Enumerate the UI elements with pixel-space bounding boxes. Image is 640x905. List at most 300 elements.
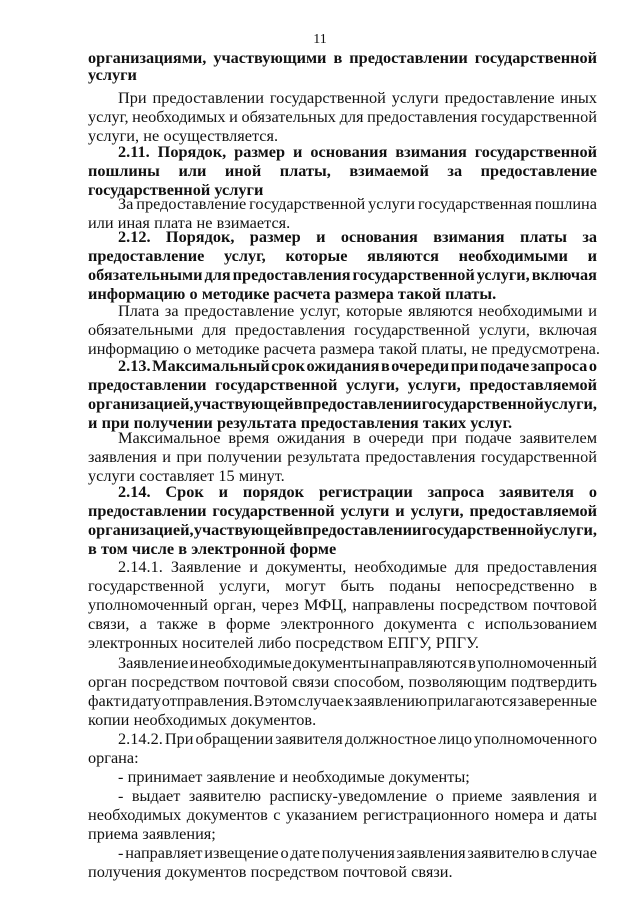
word: уполномоченного	[474, 729, 597, 748]
text-line	[0, 227, 640, 247]
word: при	[450, 356, 479, 375]
word: услуг,	[223, 246, 266, 265]
word: и	[218, 482, 229, 501]
word: электронных	[88, 633, 178, 652]
word: предоставлении	[302, 394, 422, 413]
word: предоставляемой	[469, 375, 597, 394]
word: могут	[285, 576, 326, 595]
word: услуги	[88, 65, 137, 84]
word: услуги,	[478, 320, 530, 339]
word: связи,	[88, 614, 130, 633]
word: не	[471, 339, 488, 358]
word: услуги	[88, 466, 136, 485]
word: и	[249, 557, 258, 576]
word: иная	[117, 213, 150, 232]
word: пошлина	[534, 194, 597, 213]
text-line	[0, 614, 640, 634]
word: получении	[207, 447, 282, 466]
word: участвующими	[213, 48, 327, 67]
text-line	[0, 356, 640, 376]
word: которые	[346, 301, 403, 320]
word: для	[339, 107, 364, 126]
word: о	[183, 339, 192, 358]
word: предоставления	[300, 413, 419, 432]
word: услуги,	[544, 520, 597, 539]
word: ожидания	[277, 428, 346, 447]
word: заверенные	[517, 691, 597, 710]
word: уполномоченный	[88, 595, 208, 614]
word: 2.14.2.	[118, 729, 163, 748]
word: в	[541, 843, 550, 862]
word: РПГУ.	[435, 633, 479, 652]
word: платы.	[445, 284, 497, 303]
word: -	[118, 767, 124, 786]
word: посредством	[439, 595, 528, 614]
word: заявления	[510, 786, 580, 805]
word: При	[118, 88, 147, 107]
word: лицо	[438, 729, 473, 748]
word: документов.	[231, 710, 317, 729]
word: предоставление	[184, 301, 295, 320]
word: Максимальное	[118, 428, 221, 447]
word: государственной	[249, 194, 366, 213]
text-line	[0, 482, 640, 502]
word: не	[143, 126, 160, 145]
word: организацией,	[88, 394, 194, 413]
text-line	[0, 161, 640, 181]
text-line	[0, 786, 640, 806]
word: За	[118, 194, 134, 213]
word: услуг,	[88, 107, 129, 126]
text-line	[0, 428, 640, 448]
word: обязательными	[88, 265, 203, 284]
word: электронного	[280, 614, 374, 633]
word: почтовой	[532, 595, 597, 614]
word: очереди	[368, 428, 424, 447]
text-line	[0, 501, 640, 521]
word: Заявление	[118, 653, 189, 672]
word: и	[549, 805, 559, 824]
word: предоставления	[367, 107, 478, 126]
word: осуществляется.	[163, 126, 279, 145]
word: запроса	[427, 482, 485, 501]
word: 15	[218, 466, 235, 485]
word: через	[261, 595, 299, 614]
word: государственной	[215, 375, 338, 394]
word: и	[162, 447, 171, 466]
word: в	[468, 653, 476, 672]
word: необходимых	[132, 107, 226, 126]
word: предоставление	[88, 246, 205, 265]
word: государственной	[352, 265, 475, 284]
word: направлены	[352, 595, 435, 614]
text-line	[0, 447, 640, 467]
word: основания	[310, 142, 388, 161]
word: случае	[297, 691, 345, 710]
word: не	[196, 213, 213, 232]
word: необходимыми	[478, 301, 583, 320]
word: и	[88, 413, 98, 432]
word: для	[454, 557, 479, 576]
word: этом	[265, 691, 298, 710]
word: быть	[340, 576, 375, 595]
word: в	[589, 576, 597, 595]
word: поданы	[389, 576, 441, 595]
word: обращении	[195, 729, 274, 748]
word: 2.12.	[118, 227, 151, 246]
word: плата	[154, 213, 193, 232]
word: включая	[531, 265, 597, 284]
word: организациями,	[88, 48, 207, 67]
word: посредством	[295, 633, 384, 652]
word: подаче	[479, 356, 530, 375]
text-line	[0, 520, 640, 540]
word: заявления	[396, 843, 466, 862]
text-line	[0, 805, 640, 825]
word: предоставление	[480, 161, 597, 180]
text-line	[0, 194, 640, 214]
word: размер	[249, 227, 301, 246]
word: при	[176, 447, 202, 466]
word: а	[139, 614, 147, 633]
text-line	[0, 394, 640, 414]
word: и	[316, 227, 326, 246]
word: в	[380, 356, 390, 375]
word: непосредственно	[455, 576, 575, 595]
word: Порядок,	[157, 142, 227, 161]
word: порядок	[242, 482, 305, 501]
word: за	[447, 161, 463, 180]
text-line	[0, 265, 640, 285]
word: документы	[292, 653, 370, 672]
word: при	[101, 413, 130, 432]
word: расчета	[273, 284, 331, 303]
word: информацию	[88, 284, 186, 303]
word: даты	[563, 805, 597, 824]
word: и	[395, 501, 405, 520]
word: государственная	[418, 194, 532, 213]
word: платы,	[279, 161, 331, 180]
word: Заявление	[170, 557, 242, 576]
text-line	[0, 729, 640, 749]
text-line	[0, 691, 640, 711]
word: Максимальный	[152, 356, 270, 375]
text-line	[0, 142, 640, 162]
word: органа:	[88, 748, 139, 767]
word: дату	[130, 691, 162, 710]
word: являются	[408, 301, 473, 320]
word: ЕПГУ,	[387, 633, 432, 652]
text-line	[0, 557, 640, 577]
word: методике	[201, 284, 270, 303]
word: приеме	[452, 786, 503, 805]
word: заявление	[206, 767, 276, 786]
text-line	[0, 539, 640, 559]
text-line	[0, 633, 640, 653]
text-line	[0, 375, 640, 395]
word: взимания	[433, 227, 505, 246]
word: размера	[334, 284, 394, 303]
word: минут.	[238, 466, 285, 485]
word: Срок	[165, 482, 204, 501]
word: услуги	[340, 501, 390, 520]
word: услуги,	[346, 375, 400, 394]
text-line	[0, 824, 640, 844]
word: включая	[538, 320, 597, 339]
word: предоставлении	[302, 520, 422, 539]
word: иной	[224, 161, 262, 180]
word: государственной	[88, 180, 211, 199]
word: документов	[165, 862, 247, 881]
word: При	[164, 729, 194, 748]
word: за	[582, 227, 597, 246]
word: методике	[195, 339, 260, 358]
word: позволяющим	[408, 672, 507, 691]
word: предоставление	[136, 194, 247, 213]
text-line	[0, 595, 640, 615]
word: такой	[378, 339, 418, 358]
word: государственной	[474, 142, 597, 161]
word: при	[431, 428, 458, 447]
word: заявителю	[467, 843, 540, 862]
word: к	[344, 691, 353, 710]
word: электронной	[191, 539, 286, 558]
word: в	[178, 539, 188, 558]
word: предоставления	[486, 557, 597, 576]
word: -	[118, 786, 124, 805]
word: время	[228, 428, 270, 447]
word: получении	[133, 413, 213, 432]
word: форме	[226, 614, 271, 633]
word: Плата	[118, 301, 160, 320]
word: государственной	[212, 501, 335, 520]
word: размера	[320, 339, 375, 358]
word: государственной	[421, 520, 544, 539]
word: основания	[340, 227, 418, 246]
word: предоставлении	[349, 48, 468, 67]
word: предоставлении	[152, 88, 264, 107]
word: предоставлении	[88, 375, 207, 394]
word: обязательных	[241, 107, 336, 126]
word: обязательными	[88, 320, 194, 339]
word: предоставляемой	[469, 501, 597, 520]
word: такой	[397, 284, 441, 303]
word: с	[467, 614, 475, 633]
text-line	[0, 767, 640, 787]
text-line	[0, 710, 640, 730]
word: документа	[384, 614, 457, 633]
word: участвующей	[193, 520, 294, 539]
word: для	[202, 320, 227, 339]
word: организацией,	[88, 520, 194, 539]
text-line	[0, 88, 640, 108]
word: таких	[422, 413, 467, 432]
word: услуг,	[299, 301, 341, 320]
word: дате	[290, 843, 320, 862]
word: в	[88, 539, 97, 558]
word: почтовой	[223, 672, 288, 691]
word: способом,	[333, 672, 405, 691]
word: прилагаются	[427, 691, 517, 710]
word: заявителю	[188, 786, 261, 805]
word: заявителя	[275, 729, 343, 748]
word: государственной	[474, 48, 597, 67]
text-line	[0, 246, 640, 266]
word: необходимых	[88, 805, 182, 824]
word: использованием	[484, 614, 597, 633]
word: о	[588, 482, 597, 501]
word: государственной	[353, 320, 471, 339]
word: либо	[257, 633, 292, 652]
text-line	[0, 320, 640, 340]
word: выдает	[131, 786, 181, 805]
text-line	[0, 672, 640, 692]
word: уполномоченный	[477, 653, 597, 672]
word: за	[164, 301, 179, 320]
word: посредством	[131, 672, 220, 691]
text-line	[0, 748, 640, 768]
word: извещение	[204, 843, 279, 862]
word: о	[280, 843, 289, 862]
text-line	[0, 65, 640, 85]
word: предоставления	[234, 320, 346, 339]
word: предоставление	[444, 88, 555, 107]
word: взимается.	[216, 213, 291, 232]
text-line	[0, 653, 640, 673]
word: услуги	[391, 88, 439, 107]
page-number: 11	[313, 32, 327, 47]
word: взимаемой	[349, 161, 429, 180]
word: носителей	[182, 633, 254, 652]
word: платы,	[421, 339, 468, 358]
word: числе	[131, 539, 175, 558]
word: услуги	[214, 180, 264, 199]
word: связи	[292, 672, 330, 691]
word: заявления	[88, 447, 157, 466]
word: о	[588, 356, 597, 375]
word: заявления;	[142, 824, 216, 843]
word: орган,	[213, 595, 257, 614]
word: государственной	[480, 107, 597, 126]
word: 2.14.	[118, 482, 151, 501]
word: очереди	[391, 356, 450, 375]
word: для	[204, 265, 231, 284]
word: услуги,	[544, 394, 597, 413]
word: случае	[550, 843, 597, 862]
word: платы	[519, 227, 567, 246]
word: факт	[88, 691, 121, 710]
text-line	[0, 576, 640, 596]
word: документов	[186, 805, 268, 824]
word: подаче	[464, 428, 512, 447]
word: необходимых	[133, 710, 227, 729]
word: результата	[216, 413, 297, 432]
text-line	[0, 862, 640, 882]
word: о	[435, 786, 444, 805]
word: направляет	[125, 843, 203, 862]
word: должностное	[344, 729, 437, 748]
word: регистрации	[318, 482, 413, 501]
word: или	[88, 213, 114, 232]
word: номера	[494, 805, 545, 824]
word: предоставлении	[88, 501, 207, 520]
word: и	[293, 142, 303, 161]
word: составляет	[139, 466, 215, 485]
word: приема	[88, 824, 139, 843]
word: предоставления	[232, 265, 351, 284]
word: и	[121, 691, 131, 710]
word: пошлины	[88, 161, 160, 180]
word: форме	[289, 539, 337, 558]
word: срок	[271, 356, 306, 375]
word: подтвердить	[510, 672, 597, 691]
word: государственной	[269, 88, 386, 107]
word: том	[100, 539, 128, 558]
word: и	[587, 246, 597, 265]
word: и	[189, 653, 199, 672]
word: в	[208, 614, 216, 633]
word: государственной	[88, 576, 205, 595]
word: являются	[367, 246, 439, 265]
word: отправления.	[161, 691, 253, 710]
word: 2.13.	[118, 356, 151, 375]
word: заявителя	[499, 482, 574, 501]
word: участвующей	[193, 394, 294, 413]
word: взимания	[395, 142, 467, 161]
word: 2.11.	[118, 142, 150, 161]
word: ожидания	[306, 356, 380, 375]
word: и	[229, 107, 238, 126]
word: МФЦ,	[304, 595, 347, 614]
word: о	[189, 284, 198, 303]
word: предоставления	[365, 447, 476, 466]
word: и	[279, 767, 289, 786]
word: в	[293, 520, 303, 539]
word: необходимые	[292, 767, 385, 786]
word: услуг.	[470, 413, 513, 432]
word: услуги,	[476, 265, 530, 284]
word: -	[118, 843, 124, 862]
word: заявителем	[519, 428, 597, 447]
word: получения	[321, 843, 395, 862]
word: запроса	[530, 356, 588, 375]
word: орган	[88, 672, 127, 691]
word: получения	[88, 862, 162, 881]
word: почтовой	[342, 862, 407, 881]
text-line	[0, 107, 640, 127]
word: расписку-уведомление	[269, 786, 428, 805]
word: расчета	[263, 339, 316, 358]
word: и	[588, 786, 597, 805]
word: необходимые	[354, 557, 447, 576]
word: результата	[287, 447, 360, 466]
word: с	[273, 805, 281, 824]
word: размер	[234, 142, 286, 161]
word: и	[588, 301, 597, 320]
text-line	[0, 843, 640, 863]
word: указанием	[285, 805, 358, 824]
word: услуги	[368, 194, 416, 213]
word: услуги,	[410, 501, 464, 520]
word: информацию	[88, 339, 180, 358]
word: Порядок,	[165, 227, 235, 246]
word: направляются	[370, 653, 468, 672]
word: иных	[560, 88, 597, 107]
word: 2.14.1.	[118, 557, 163, 576]
word: услуги,	[88, 126, 140, 145]
word: которые	[285, 246, 348, 265]
word: услуги,	[407, 375, 461, 394]
